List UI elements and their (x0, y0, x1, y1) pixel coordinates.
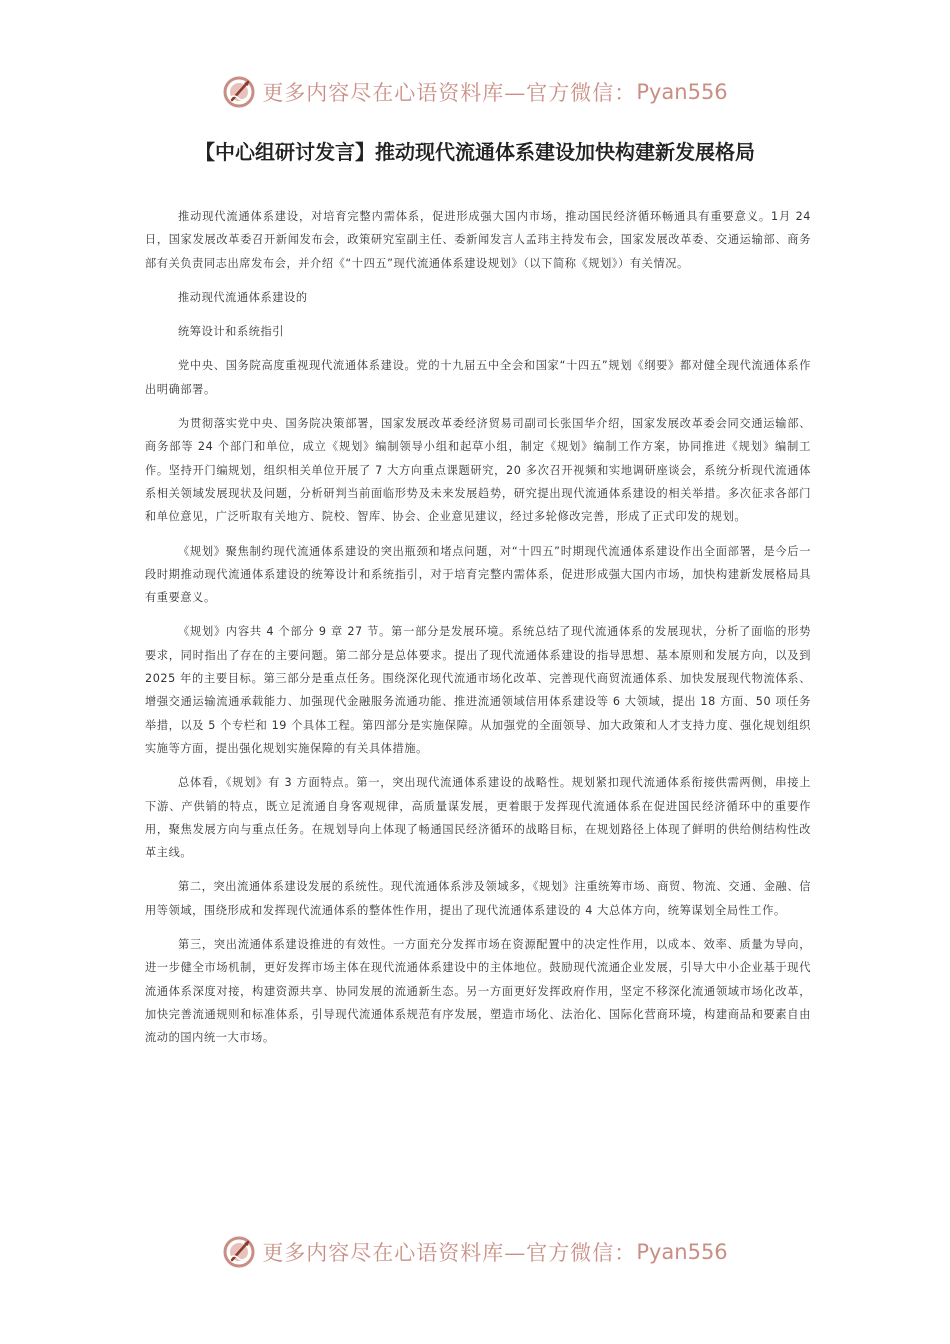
paragraph: 为贯彻落实党中央、国务院决策部署，国家发展改革委经济贸易司副司长张国华介绍，国家发展改革委会同交通运输部、商务部等 24 个部门和单位，成立《规划》编制领导小组和起草小组，制定《规划》编制工作方案，协同推进《规划》编制工作。坚持开门编规划，组织相关单位开展了 7 大方向重点课题研究，20 多次召开视频和实地调研座谈会，系统分析现代流通体系相关领域发展现状及问题，分析研判当前面临形势及未来发展趋势，研究提出现代流通体系建设的相关举措。多次征求各部门和单位意见，广泛听取有关地方、院校、智库、协会、企业意见建议，经过多轮修改完善，形成了正式印发的规划。 (145, 417, 811, 524)
section-heading-line-1: 推动现代流通体系建设的 (178, 290, 308, 304)
watermark-wechat-id: Pyan556 (636, 1240, 728, 1264)
document-title: 【中心组研讨发言】推动现代流通体系建设加快构建新发展格局 (195, 140, 755, 164)
watermark-text: 更多内容尽在心语资料库—官方微信： (262, 1241, 637, 1265)
paragraph: 第三，突出流通体系建设推进的有效性。一方面充分发挥市场在资源配置中的决定性作用，以成本、效率、质量为导向，进一步健全市场机制，更好发挥市场主体在现代流通体系建设中的主体地位。鼓励现代流通企业发展，引导大中小企业基于现代流通体系深度对接，构建资源共享、协同发展的流通新生态。另一方面更好发挥政府作用，坚定不移深化流通领域市场化改革，加快完善流通规则和标准体系，引导现代流通体系规范有序发展，塑造市场化、法治化、国际化营商环境，构建商品和要素自由流动的国内统一大市场。 (145, 938, 811, 1045)
watermark-wechat-id: Pyan556 (636, 80, 728, 104)
paragraph: 党中央、国务院高度重视现代流通体系建设。党的十九届五中全会和国家“十四五”规划《纲要》都对健全现代流通体系作出明确部署。 (145, 359, 811, 396)
section-heading-line-2: 统筹设计和系统指引 (178, 325, 285, 339)
paragraph: 《规划》内容共 4 个部分 9 章 27 节。第一部分是发展环境。系统总结了现代流通体系的发展现状，分析了面临的形势要求，同时指出了存在的主要问题。第二部分是总体要求。提出了现代流通体系建设的指导思想、基本原则和发展方向，以及到 2025 年的主要目标。第三部分是重点任务。围绕深化现代流通市场化改革、完善现代商贸流通体系、加快发展现代物流体系、增强交通运输流通承载能力、加强现代金融服务流通功能、推进流通领域信用体系建设等 6 大领域，提出 18 方面、50 项任务举措，以及 5 个专栏和 19 个具体工程。第四部分是实施保障。从加强党的全面领导、加大政策和人才支持力度、强化规划组织实施等方面，提出强化规划实施保障的有关具体措施。 (145, 625, 811, 755)
document-body (145, 205, 811, 1061)
paragraph: 《规划》聚焦制约现代流通体系建设的突出瓶颈和堵点问题，对“十四五”时期现代流通体系建设作出全面部署，是今后一段时期推动现代流通体系建设的统筹设计和系统指引，对于培育完整内需体系，促进形成强大国内市场，加快构建新发展格局具有重要意义。 (145, 544, 811, 605)
paragraph: 推动现代流通体系建设，对培育完整内需体系，促进形成强大国内市场，推动国民经济循环畅通具有重要意义。1月 24 日，国家发展改革委召开新闻发布会，政策研究室副主任、委新闻发言人孟玮主持发布会，国家发展改革委、交通运输部、商务部有关负责同志出席发布会，并介绍《“十四五”现代流通体系建设规划》（以下简称《规划》）有关情况。 (145, 210, 811, 270)
logo-icon (222, 1234, 258, 1270)
watermark-text: 更多内容尽在心语资料库—官方微信： (262, 81, 637, 105)
watermark-footer (0, 1232, 950, 1272)
watermark-header (0, 72, 950, 112)
paragraph: 总体看，《规划》有 3 方面特点。第一，突出现代流通体系建设的战略性。规划紧扣现代流通体系衔接供需两侧，串接上下游、产供销的特点，既立足流通自身客观规律，高质量谋发展，更着眼于发挥现代流通体系在促进国民经济循环中的重要作用，聚焦发展方向与重点任务。在规划导向上体现了畅通国民经济循环的战略目标，在规划路径上体现了鲜明的供给侧结构性改革主线。 (145, 776, 811, 860)
logo-icon (222, 74, 258, 110)
paragraph: 第二，突出流通体系建设发展的系统性。现代流通体系涉及领域多，《规划》注重统筹市场、商贸、物流、交通、金融、信用等领域，围绕形成和发挥现代流通体系的整体性作用，提出了现代流通体系建设的 4 大总体方向，统筹谋划全局性工作。 (145, 880, 811, 917)
